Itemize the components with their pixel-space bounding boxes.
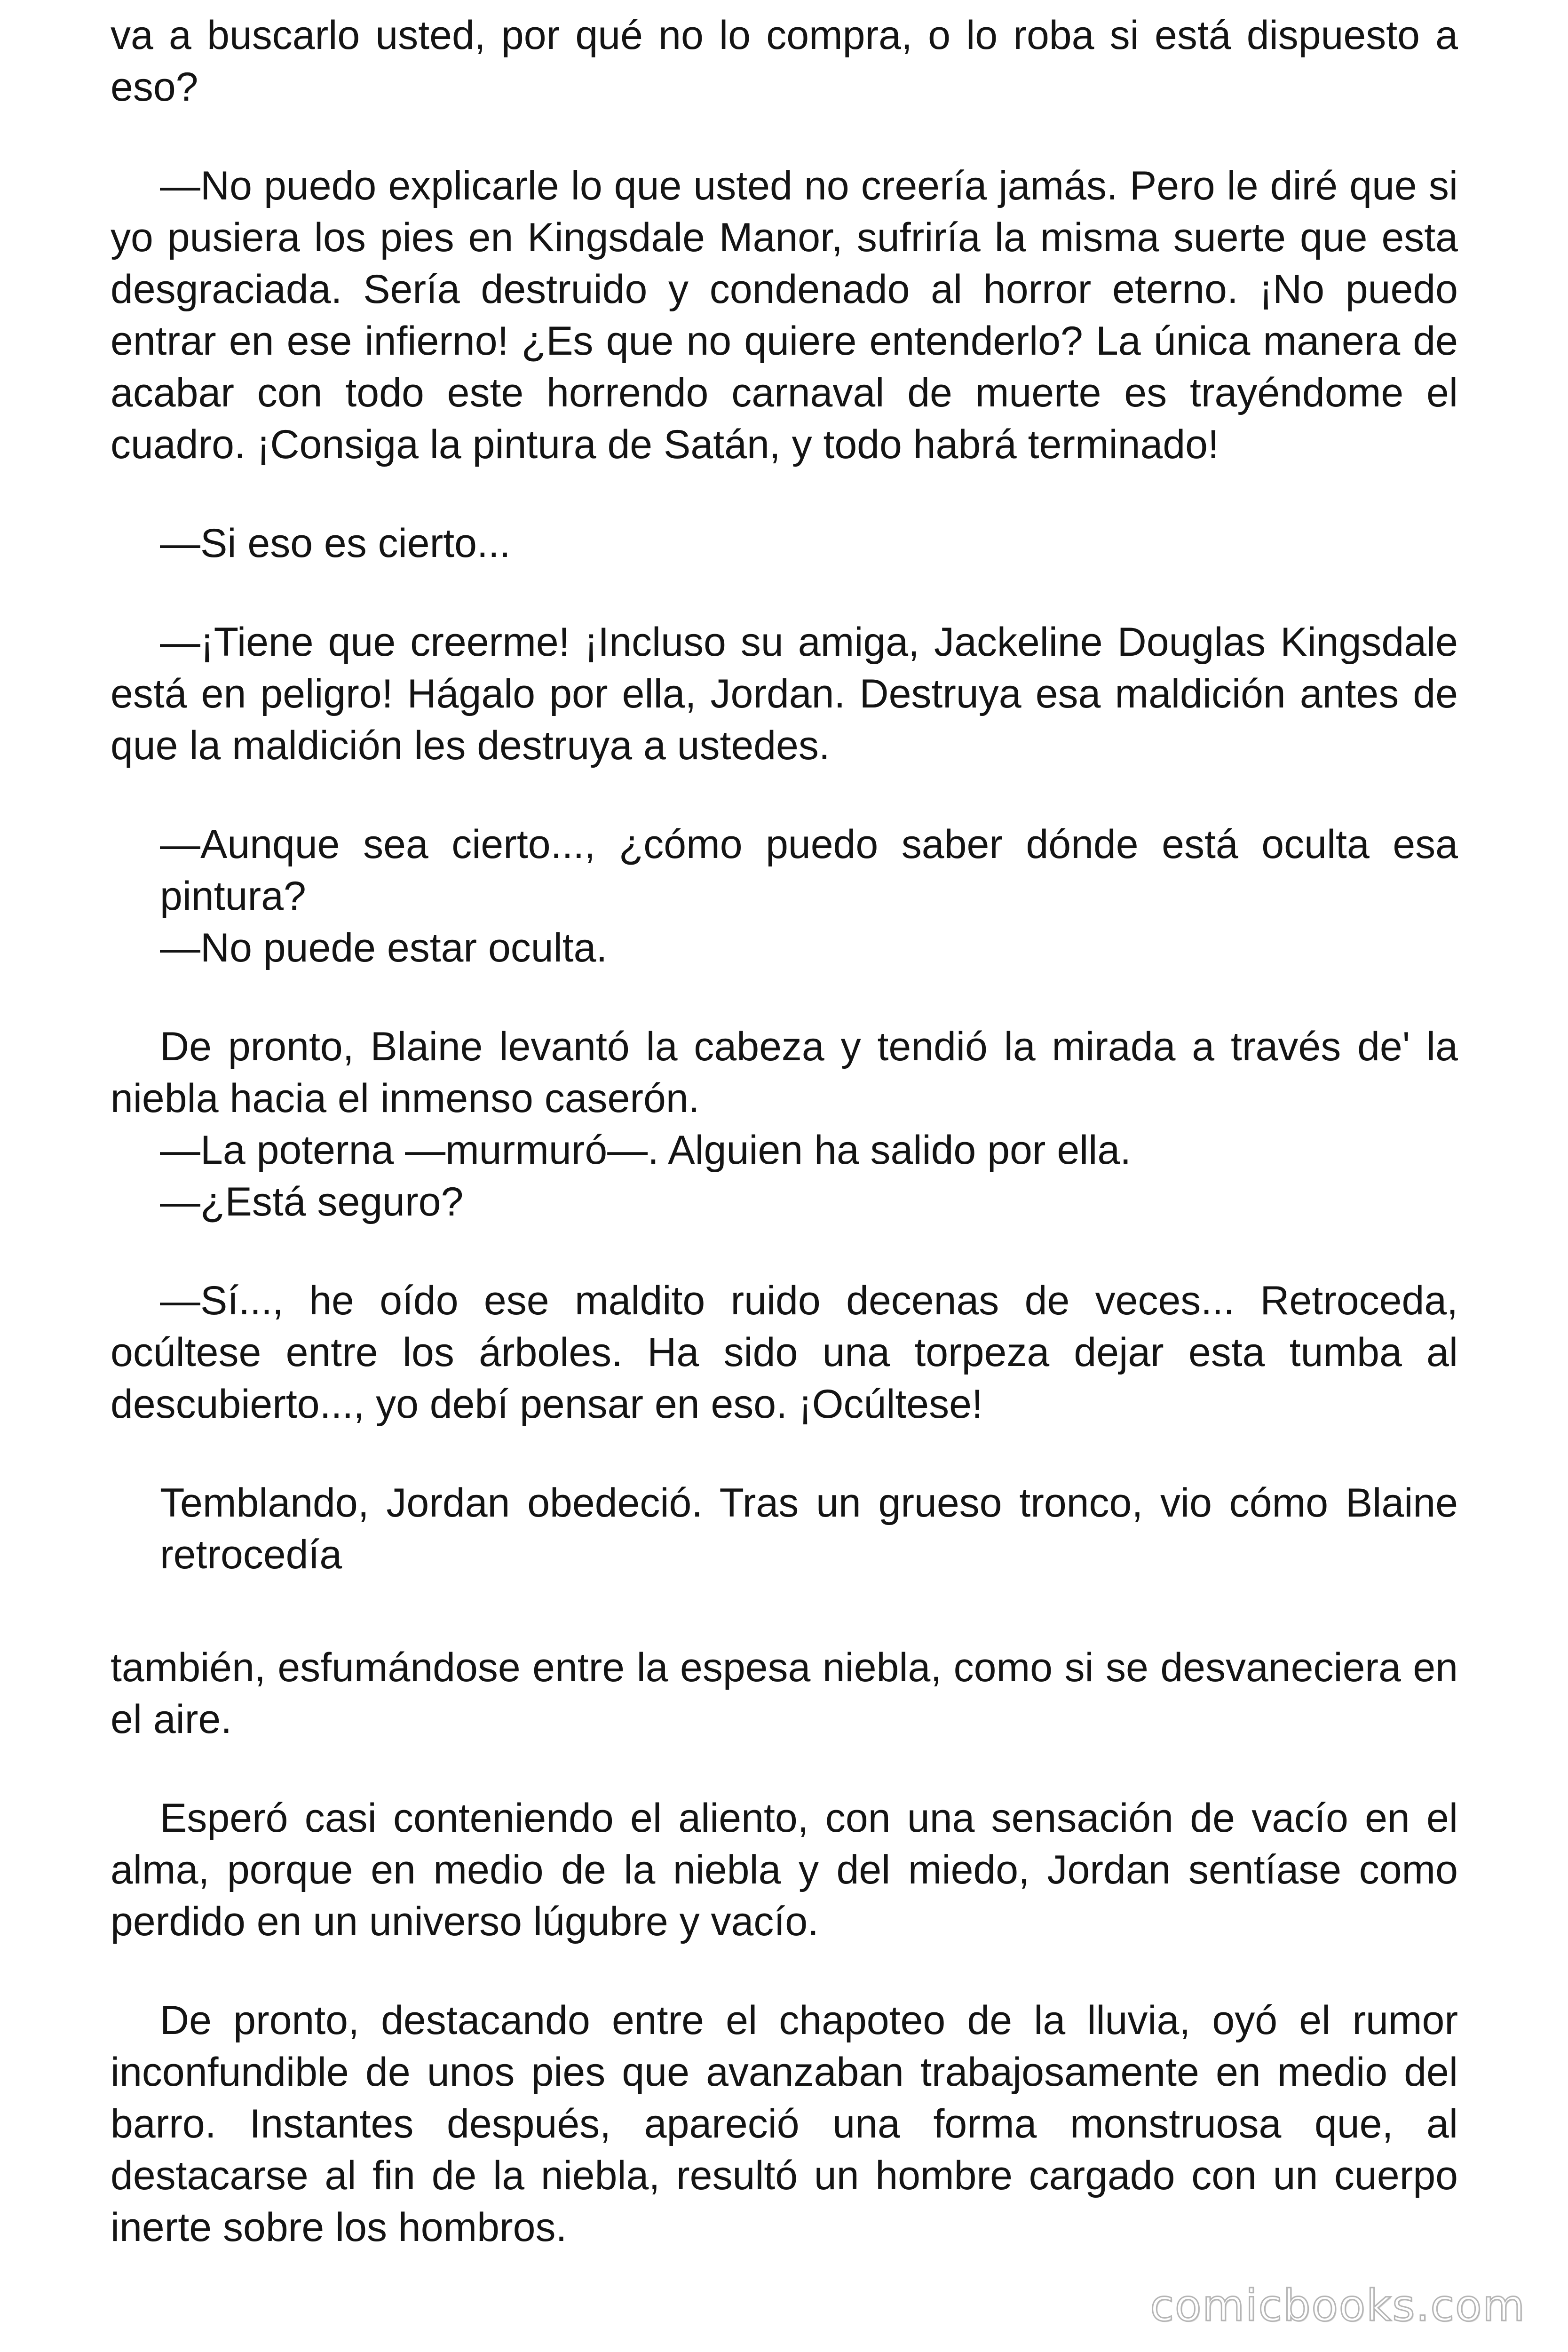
- paragraph-7: De pronto, Blaine levantó la cabeza y tendió la mirada a través de' la niebla hacia el inmenso caserón.: [111, 1024, 1458, 1121]
- watermark-text: comicbooks.com: [1150, 2280, 1526, 2331]
- paragraph-5: —Aunque sea cierto..., ¿cómo puedo saber dónde está oculta esa pintura?: [160, 822, 1458, 919]
- paragraph-8: —La poterna —murmuró—. Alguien ha salido por ella.: [160, 1128, 1132, 1173]
- paragraph-10: —Sí..., he oído ese maldito ruido decenas de veces... Retroceda, ocúltese entre los árboles. Ha sido una torpeza dejar esta tumba al descubierto..., yo debí pensar en eso. ¡Ocúltese!: [111, 1278, 1458, 1427]
- paragraph-9: —¿Está seguro?: [160, 1179, 464, 1224]
- paragraph-1: va a buscarlo usted, por qué no lo compra, o lo roba si está dispuesto a eso?: [111, 13, 1458, 110]
- paragraph-13: Esperó casi conteniendo el aliento, con una sensación de vacío en el alma, porque en medio de la niebla y del miedo, Jordan sentíase como perdido en un universo lúgubre y vacío.: [111, 1796, 1458, 1944]
- paragraph-11: Temblando, Jordan obedeció. Tras un grueso tronco, vio cómo Blaine retrocedía: [160, 1480, 1458, 1577]
- paragraph-3: —Si eso es cierto...: [160, 521, 511, 566]
- paragraph-2: —No puedo explicarle lo que usted no creería jamás. Pero le diré que si yo pusiera los pies en Kingsdale Manor, sufriría la misma suerte que esta desgraciada. Sería destruido y condenado al horror eterno. ¡No puedo entrar en ese infierno! ¿Es que no quiere entenderlo? La única manera de acabar con todo este horrendo carnaval de muerte es trayéndome el cuadro. ¡Consiga la pintura de Satán, y todo habrá terminado!: [111, 163, 1458, 467]
- page-text: [111, 9, 1458, 2253]
- paragraph-12: también, esfumándose entre la espesa niebla, como si se desvaneciera en el aire.: [111, 1645, 1458, 1742]
- paragraph-4: —¡Tiene que creerme! ¡Incluso su amiga, Jackeline Douglas Kingsdale está en peligro! Hágalo por ella, Jordan. Destruya esa maldición antes de que la maldición les destruya a ustedes.: [111, 620, 1458, 768]
- paragraph-14: De pronto, destacando entre el chapoteo de la lluvia, oyó el rumor inconfundible de unos pies que avanzaban trabajosamente en medio del barro. Instantes después, apareció una forma monstruosa que, al destacarse al fin de la niebla, resultó un hombre cargado con un cuerpo inerte sobre los hombros.: [111, 1998, 1458, 2250]
- paragraph-6: —No puede estar oculta.: [160, 925, 608, 970]
